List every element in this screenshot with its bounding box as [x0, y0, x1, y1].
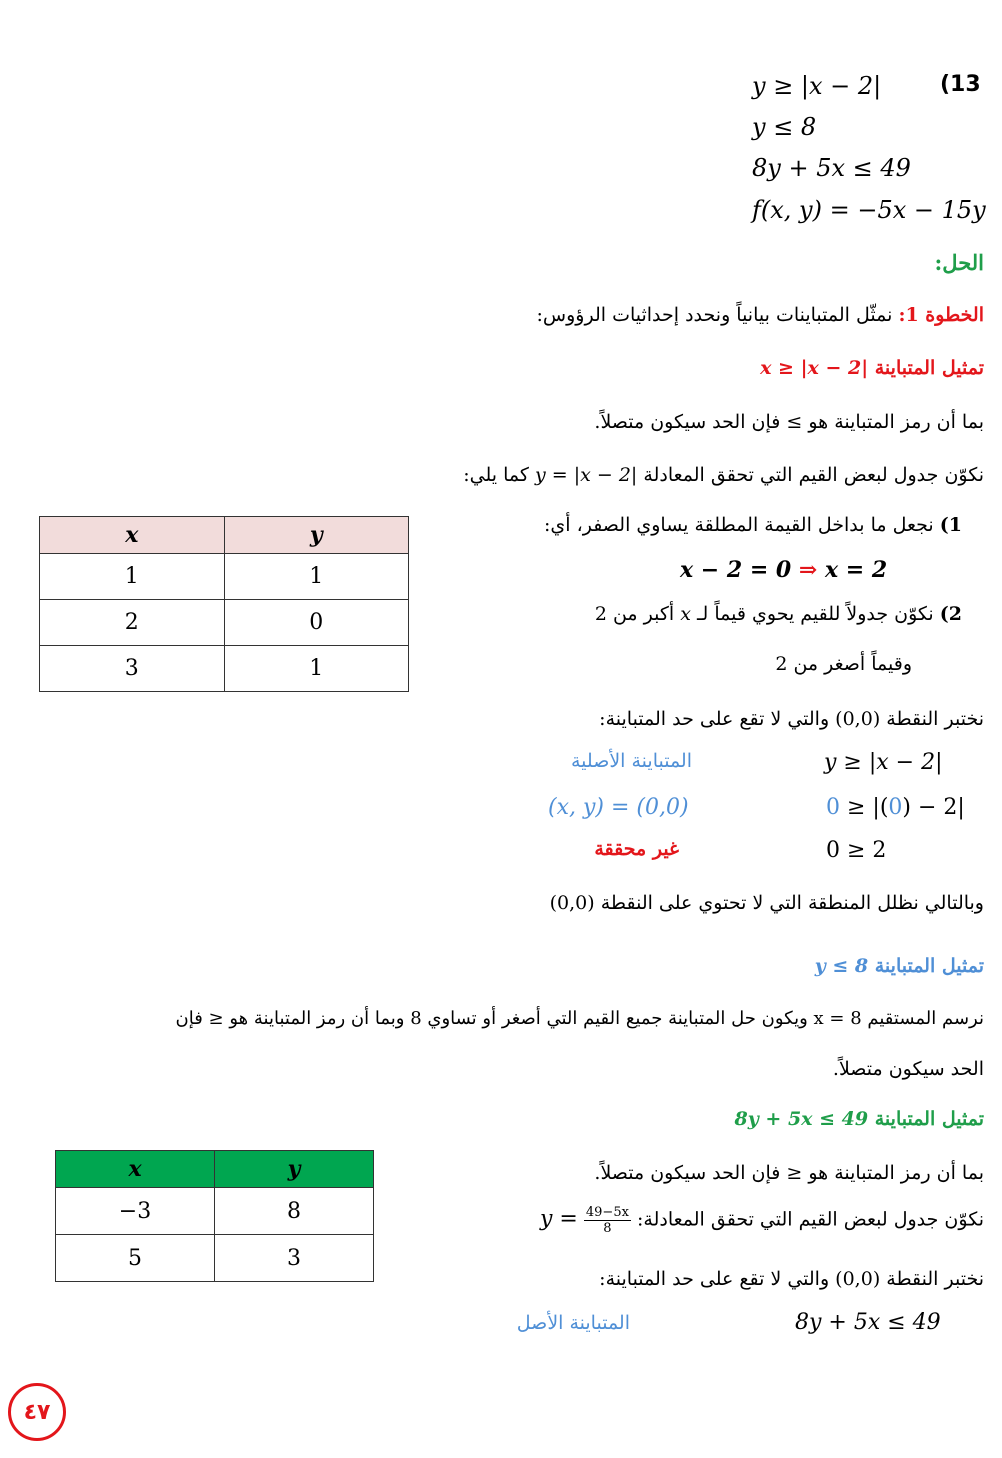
row2-end: ) − 2|: [902, 795, 965, 820]
item1-math-b: x = 2: [825, 557, 888, 583]
section1-row1-math: y ≥ |x − 2|: [824, 750, 943, 775]
section1-row2-label: (x, y) = (0,0): [548, 795, 689, 820]
section1-test-text: نختبر النقطة (0,0) والتي لا تقع على حد المتباينة:: [599, 708, 984, 730]
table2-header-row: [56, 1151, 374, 1188]
fraction: [584, 1205, 631, 1236]
section3-p2-text: نكوّن جدول لبعض القيم التي تحقق المعادلة:: [636, 1208, 984, 1231]
section1-row3-label: غير محققة: [594, 838, 679, 860]
problem-line-4: f(x, y) = −5x − 15y: [752, 196, 986, 224]
item2-line: [595, 603, 962, 625]
row2-zero-a: 0: [826, 795, 840, 820]
values-table-2: [55, 1150, 374, 1282]
section2-heading-math: y ≤ 8: [814, 955, 869, 977]
item1-equation: [680, 557, 887, 583]
problem-number: (13: [940, 72, 981, 97]
section1-conclusion: وبالتالي نظلل المنطقة التي لا تحتوي على النقطة (0,0): [549, 892, 984, 914]
section1-row3-math: 0 ≥ 2: [826, 838, 887, 863]
values-table-1: [39, 516, 409, 692]
problem-line-3: 8y + 5x ≤ 49: [752, 154, 911, 182]
table2-cell: 3: [215, 1235, 374, 1282]
section1-p2-text: نكوّن جدول لبعض القيم التي تحقق المعادلة: [643, 464, 984, 486]
table1-cell: 1: [40, 554, 225, 600]
section1-heading: [760, 357, 984, 379]
step1-line: [537, 304, 984, 326]
section1-p2-end: كما يلي:: [463, 464, 529, 486]
table2-cell: 5: [56, 1235, 215, 1282]
row2-mid: ≥ |(: [840, 795, 889, 820]
fraction-lhs: y =: [539, 1206, 578, 1232]
item2-text-a: نكوّن جدولاً للقيم يحوي قيماً لـ: [696, 603, 934, 625]
section2-p1: نرسم المستقيم x = 8 ويكون حل المتباينة جميع القيم التي أصغر أو تساوي 8 وبما أن رمز المتباينة هو ≤ فإن: [175, 1008, 984, 1029]
table-row: [40, 554, 409, 600]
item2-var: x: [680, 603, 691, 625]
step1-label: الخطوة 1:: [898, 304, 984, 326]
table2-header-x: x: [56, 1151, 215, 1188]
item1-math-a: x − 2 = 0: [680, 557, 792, 583]
table-row: [56, 1235, 374, 1282]
table1-header-row: [40, 517, 409, 554]
section2-heading: [815, 955, 984, 977]
table2-cell: 8: [215, 1188, 374, 1235]
section1-row2-math: [826, 795, 965, 820]
section2-heading-text: تمثيل المتباينة: [874, 955, 984, 977]
section3-heading-math: 8y + 5x ≤ 49: [734, 1108, 869, 1130]
section2-p2: الحد سيكون متصلاً.: [832, 1058, 984, 1080]
problem-line-1: y ≥ |x − 2|: [752, 72, 882, 100]
table1-cell: 1: [224, 646, 409, 692]
page-number: ٤٧: [23, 1399, 51, 1425]
table1-cell: 0: [224, 600, 409, 646]
table2-header-y: y: [215, 1151, 374, 1188]
table-row: [56, 1188, 374, 1235]
solution-label: الحل:: [934, 250, 984, 275]
section3-p2: [540, 1205, 984, 1236]
problem-line-2: y ≤ 8: [752, 113, 817, 141]
section1-row1-label: المتباينة الأصلية: [570, 750, 692, 772]
section3-row1-label: المتباينة الأصل: [516, 1312, 630, 1334]
row2-zero-b: 0: [888, 795, 903, 820]
fraction-numerator: 49−5x: [585, 1205, 629, 1220]
item2-number: 2): [939, 603, 962, 625]
section3-heading: [735, 1108, 984, 1130]
section1-p1: بما أن رمز المتباينة هو ≥ فإن الحد سيكون متصلاً.: [594, 411, 984, 433]
item1-line: [544, 514, 962, 536]
section1-heading-math: x ≥ |x − 2|: [760, 357, 869, 379]
table-row: [40, 646, 409, 692]
step1-text: نمثّل المتباينات بيانياً ونحدد إحداثيات الرؤوس:: [536, 304, 893, 326]
table1-header-y: y: [224, 517, 409, 554]
item2-line2: وقيماً أصغر من 2: [775, 653, 912, 675]
item1-number: 1): [939, 514, 962, 536]
section1-heading-text: تمثيل المتباينة: [874, 357, 984, 379]
fraction-denominator: 8: [603, 1221, 612, 1236]
section3-test-text: نختبر النقطة (0,0) والتي لا تقع على حد المتباينة:: [599, 1268, 984, 1290]
section3-row1-math: 8y + 5x ≤ 49: [795, 1310, 941, 1335]
item2-text-b: أكبر من 2: [594, 603, 675, 625]
page-number-badge: [8, 1383, 66, 1441]
table1-header-x: x: [40, 517, 225, 554]
table-row: [40, 600, 409, 646]
section3-heading-text: تمثيل المتباينة: [874, 1108, 984, 1130]
table1-cell: 2: [40, 600, 225, 646]
fraction-equation: [540, 1205, 631, 1236]
section1-p2-math: y = |x − 2|: [535, 464, 638, 486]
item1-text: نجعل ما بداخل القيمة المطلقة يساوي الصفر، أي:: [543, 514, 934, 536]
section1-p2: [463, 464, 984, 486]
table1-cell: 3: [40, 646, 225, 692]
table2-cell: −3: [56, 1188, 215, 1235]
implies-arrow: ⇒: [798, 557, 818, 583]
section3-p1: بما أن رمز المتباينة هو ≤ فإن الحد سيكون متصلاً.: [594, 1162, 984, 1184]
table1-cell: 1: [224, 554, 409, 600]
